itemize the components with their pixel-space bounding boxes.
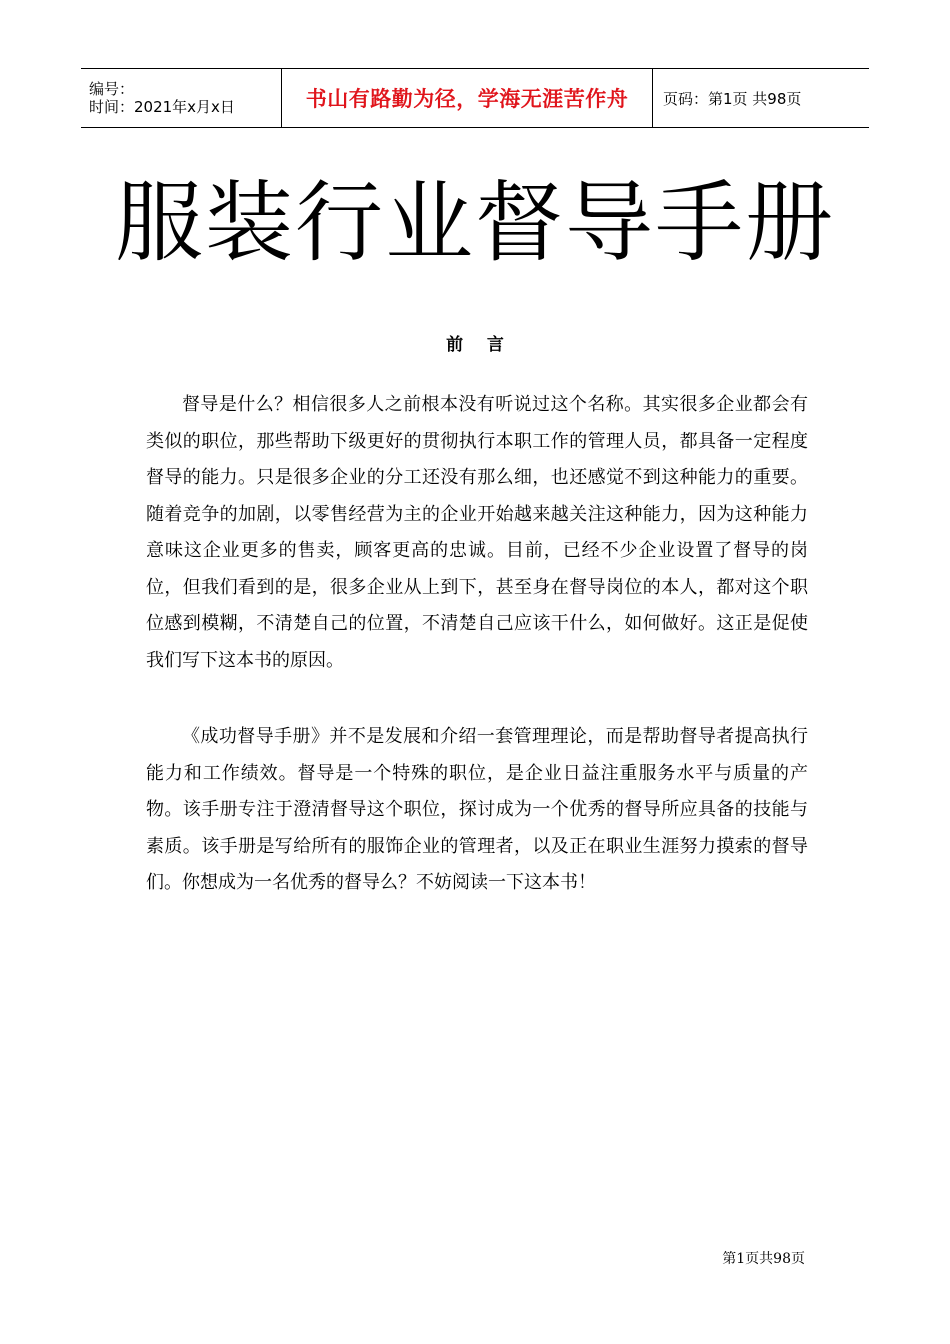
document-header <box>81 68 869 128</box>
preface-heading-char-2: 言 <box>486 335 504 355</box>
header-page-number: 页码：第1页 共98页 <box>663 89 802 108</box>
header-motto-cell <box>281 69 653 127</box>
document-number-label: 编号： <box>89 80 135 98</box>
preface-paragraph-1: 督导是什么？相信很多人之前根本没有听说过这个名称。其实很多企业都会有类似的职位，那些帮助下级更好的贯彻执行本职工作的管理人员，都具备一定程度督导的能力。只是很多企业的分工还没有那么细，也还感觉不到这种能力的重要。随着竞争的加剧，以零售经营为主的企业开始越来越关注这种能力，因为这种能力意味这企业更多的售卖，顾客更高的忠诚。目前，已经不少企业设置了督导的岗位，但我们看到的是，很多企业从上到下，甚至身在督导岗位的本人，都对这个职位感到模糊，不清楚自己的位置，不清楚自己应该干什么，如何做好。这正是促使我们写下这本书的原因。 <box>146 394 808 671</box>
header-page-info <box>653 69 869 127</box>
preface-paragraph-2: 《成功督导手册》并不是发展和介绍一套管理理论，而是帮助督导者提高执行能力和工作绩效。督导是一个特殊的职位，是企业日益注重服务水平与质量的产物。该手册专注于澄清督导这个职位，探讨成为一个优秀的督导所应具备的技能与素质。该手册是写给所有的服饰企业的管理者，以及正在职业生涯努力摸索的督导们。你想成为一名优秀的督导么？不妨阅读一下这本书！ <box>146 726 808 893</box>
preface-heading <box>0 330 950 355</box>
header-meta <box>81 69 281 127</box>
preface-heading-char-1: 前 <box>446 335 464 355</box>
motto-text: 书山有路勤为径，学海无涯苦作舟 <box>305 87 629 111</box>
document-date: 时间：2021年x月x日 <box>89 98 235 116</box>
page-footer: 第1页共98页 <box>722 1251 805 1267</box>
document-title: 服装行业督导手册 <box>114 171 835 274</box>
